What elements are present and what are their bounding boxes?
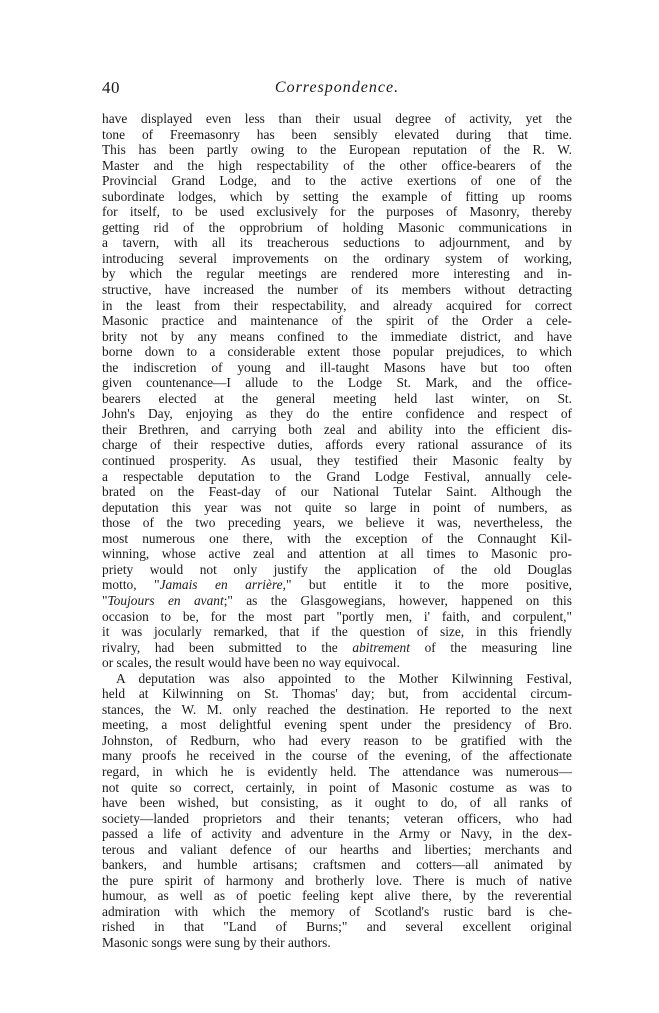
text-line: stances, the W. M. only reached the destination. He reported to the next	[102, 701, 572, 717]
text-line: for itself, to be used exclusively for the purposes of Masonry, thereby	[102, 204, 572, 220]
text-line: by which the regular meetings are rendered more interesting and in-	[102, 266, 572, 282]
text-line: structive, have increased the number of its members without detracting	[102, 282, 572, 298]
running-title: Correspondence.	[274, 79, 400, 96]
text-line: brated on the Feast-day of our National Tutelar Saint. Although the	[102, 484, 572, 500]
text-line: This has been partly owing to the European reputation of the R. W.	[102, 142, 572, 158]
text-line: or scales, the result would have been no way equivocal.	[102, 655, 400, 671]
text-line: "Toujours en avant;" as the Glasgowegians, however, happened on this	[102, 592, 572, 608]
text-line: deputation this year was not quite so large in point of numbers, as	[102, 499, 572, 515]
text-line: rivalry, had been submitted to the abitrement of the measuring line	[102, 639, 572, 655]
text-line: bearers elected at the general meeting held last winter, on St.	[102, 390, 572, 406]
text-line: rished in that "Land of Burns;" and several excellent original	[102, 919, 572, 935]
text-line: in the least from their respectability, and already acquired for correct	[102, 297, 572, 313]
text-line: Provincial Grand Lodge, and to the active exertions of one of the	[102, 173, 572, 189]
text-line: it was jocularly remarked, that if the question of size, in this friendly	[102, 624, 572, 640]
text-line: most numerous one there, with the exception of the Connaught Kil-	[102, 530, 572, 546]
text-line: A deputation was also appointed to the Mother Kilwinning Festival,	[116, 670, 572, 686]
text-line: getting rid of the opprobrium of holding Masonic communications in	[102, 219, 572, 235]
text-line: occasion to be, for the most part "portly men, i' faith, and corpulent,"	[102, 608, 572, 624]
text-line: winning, whose active zeal and attention at all times to Masonic pro-	[102, 546, 572, 562]
text-line: the indiscretion of young and ill-taught Masons have but too often	[102, 359, 572, 375]
text-line: continued prosperity. As usual, they testified their Masonic fealty by	[102, 453, 572, 469]
text-line: given countenance—I allude to the Lodge St. Mark, and the office-	[102, 375, 572, 391]
text-line: meeting, a most delightful evening spent under the presidency of Bro.	[102, 717, 572, 733]
text-line: Masonic songs were sung by their authors.	[102, 934, 331, 950]
text-line: regard, in which he is evidently held. The attendance was numerous—	[102, 763, 572, 779]
text-line: charge of their respective duties, affords every rational assurance of its	[102, 437, 572, 453]
text-line: passed a life of activity and adventure in the Army or Navy, in the dex-	[102, 826, 572, 842]
text-line: subordinate lodges, which by setting the example of fitting up rooms	[102, 188, 572, 204]
text-line: tone of Freemasonry has been sensibly elevated during that time.	[102, 126, 572, 142]
text-line: humour, as well as of poetic feeling kept alive there, by the reverential	[102, 888, 572, 904]
body-text	[102, 111, 572, 951]
text-line: society—landed proprietors and their tenants; veteran officers, who had	[102, 810, 572, 826]
running-head	[102, 78, 572, 100]
text-line: have displayed even less than their usual degree of activity, yet the	[102, 111, 572, 126]
text-line: bankers, and humble artisans; craftsmen and cotters—all animated by	[102, 857, 572, 873]
text-line: John's Day, enjoying as they do the entire confidence and respect of	[102, 406, 572, 422]
text-line: priety would not only justify the application of the old Douglas	[102, 561, 572, 577]
text-line: Johnston, of Redburn, who had every reason to be gratified with the	[102, 732, 572, 748]
text-line: many proofs he received in the course of the evening, of the affectionate	[102, 748, 572, 764]
text-line: motto, "Jamais en arrière," but entitle it to the more positive,	[102, 577, 572, 593]
text-line: borne down to a considerable extent those popular prejudices, to which	[102, 344, 572, 360]
text-line: a tavern, with all its treacherous seductions to adjournment, and by	[102, 235, 572, 251]
text-line: Master and the high respectability of the other office-bearers of the	[102, 157, 572, 173]
text-line: introducing several improvements on the ordinary system of working,	[102, 250, 572, 266]
text-line: held at Kilwinning on St. Thomas' day; but, from accidental circum-	[102, 686, 572, 702]
text-line: have been wished, but consisting, as it ought to do, of all ranks of	[102, 795, 572, 811]
text-line: Masonic practice and maintenance of the spirit of the Order a cele-	[102, 313, 572, 329]
text-line: those of the two preceding years, we believe it was, nevertheless, the	[102, 515, 572, 531]
text-line: their Brethren, and carrying both zeal and ability into the efficient dis-	[102, 421, 572, 437]
text-line: terous and valiant defence of our hearths and liberties; merchants and	[102, 841, 572, 857]
text-line: brity not by any means confined to the immediate district, and have	[102, 328, 572, 344]
text-line: the pure spirit of harmony and brotherly love. There is much of native	[102, 872, 572, 888]
text-line: not quite so correct, certainly, in point of Masonic costume as was to	[102, 779, 572, 795]
page-number: 40	[102, 78, 120, 97]
text-line: a respectable deputation to the Grand Lodge Festival, annually cele-	[102, 468, 572, 484]
text-line: admiration with which the memory of Scotland's rustic bard is che-	[102, 903, 572, 919]
